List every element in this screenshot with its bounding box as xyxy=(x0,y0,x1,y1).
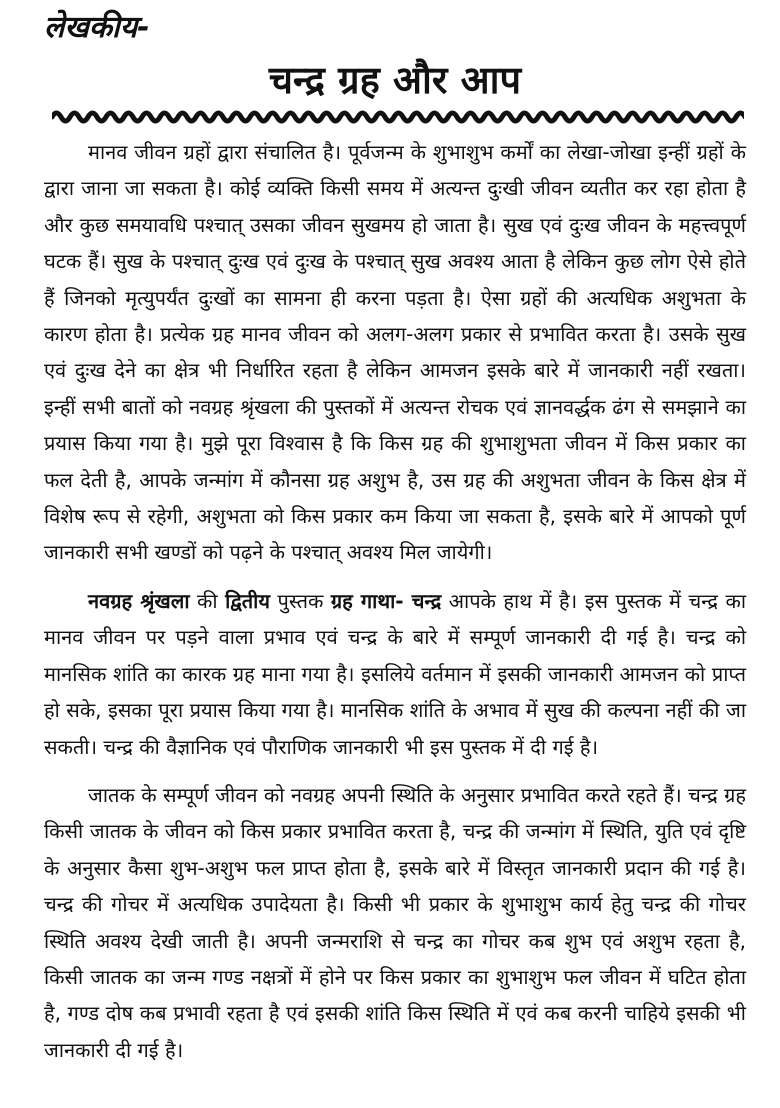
page-title: चन्द्र ग्रह और आप xyxy=(268,58,522,102)
bold-ordinal: द्वितीय xyxy=(225,588,270,613)
paragraph-2 xyxy=(44,583,746,765)
paragraph-2-text-1: की xyxy=(189,588,226,613)
paragraph-2-text-3: आपके हाथ में है। इस पुस्तक में चन्द्र का मानव जीवन पर पड़ने वाला प्रभाव एवं चन्द्र के बारे में सम्पूर्ण जानकारी दी गई है। चन्द्र को मानसिक शांति का कारक ग्रह माना गया है। इसलिये वर्तमान में इसकी जानकारी आमजन को प्राप्त हो सके, इसका पूरा प्रयास किया गया है। मानसिक शांति के अभाव में सुख की कल्पना नहीं की जा सकती। चन्द्र की वैज्ञानिक एवं पौराणिक जानकारी भी इस पुस्तक में दी गई है। xyxy=(44,588,746,759)
wavy-divider xyxy=(52,106,744,128)
section-label: लेखकीय- xyxy=(44,10,150,45)
bold-book-title: ग्रह गाथा- चन्द्र xyxy=(330,588,442,613)
paragraph-1: मानव जीवन ग्रहों द्वारा संचालित है। पूर्वजन्म के शुभाशुभ कर्मों का लेखा-जोखा इन्हीं ग्रहों के द्वारा जाना जा सकता है। कोई व्यक्ति किसी समय में अत्यन्त दुःखी जीवन व्यतीत कर रहा होता है और कुछ समयावधि पश्चात् उसका जीवन सुखमय हो जाता है। सुख एवं दुःख जीवन के महत्त्वपूर्ण घटक हैं। सुख के पश्चात् दुःख एवं दुःख के पश्चात् सुख अवश्य आता है लेकिन कुछ लोग ऐसे होते हैं जिनको मृत्युपर्यंत दुःखों का सामना ही करना पड़ता है। ऐसा ग्रहों की अत्यधिक अशुभता के कारण होता है। प्रत्येक ग्रह मानव जीवन को अलग-अलग प्रकार से प्रभावित करता है। उसके सुख एवं दुःख देने का क्षेत्र भी निर्धारित रहता है लेकिन आमजन इसके बारे में जानकारी नहीं रखता। इन्हीं सभी बातों को नवग्रह श्रृंखला की पुस्तकों में अत्यन्त रोचक एवं ज्ञानवर्द्धक ढंग से समझाने का प्रयास किया गया है। मुझे पूरा विश्वास है कि किस ग्रह की शुभाशुभता जीवन में किस प्रकार का फल देती है, आपके जन्मांग में कौनसा ग्रह अशुभ है, उस ग्रह की अशुभता जीवन के किस क्षेत्र में विशेष रूप से रहेगी, अशुभता को किस प्रकार कम किया जा सकता है, इसके बारे में आपको पूर्ण जानकारी सभी खण्डों को पढ़ने के पश्चात् अवश्य मिल जायेगी। xyxy=(44,140,746,565)
paragraph-2-text-2: पुस्तक xyxy=(269,588,331,613)
bold-series-name: नवग्रह श्रृंखला xyxy=(88,588,190,613)
paragraph-3: जातक के सम्पूर्ण जीवन को नवग्रह अपनी स्थिति के अनुसार प्रभावित करते रहते हैं। चन्द्र ग्रह किसी जातक के जीवन को किस प्रकार प्रभावित करता है, चन्द्र की जन्मांग में स्थिति, युति एवं दृष्टि के अनुसार कैसा शुभ-अशुभ फल प्राप्त होता है, इसके बारे में विस्तृत जानकारी प्रदान की गई है। चन्द्र की गोचर में अत्यधिक उपादेयता है। किसी भी प्रकार के शुभाशुभ कार्य हेतु चन्द्र की गोचर स्थिति अवश्य देखी जाती है। अपनी जन्मराशि से चन्द्र का गोचर कब शुभ एवं अशुभ रहता है, किसी जातक का जन्म गण्ड नक्षत्रों में होने पर किस प्रकार का शुभाशुभ फल जीवन में घटित होता है, गण्ड दोष कब प्रभावी रहता है एवं इसकी शांति किस स्थिति में एवं कब करनी चाहिये इसकी भी जानकारी दी गई है। xyxy=(44,782,746,1062)
document-body xyxy=(44,134,746,1068)
